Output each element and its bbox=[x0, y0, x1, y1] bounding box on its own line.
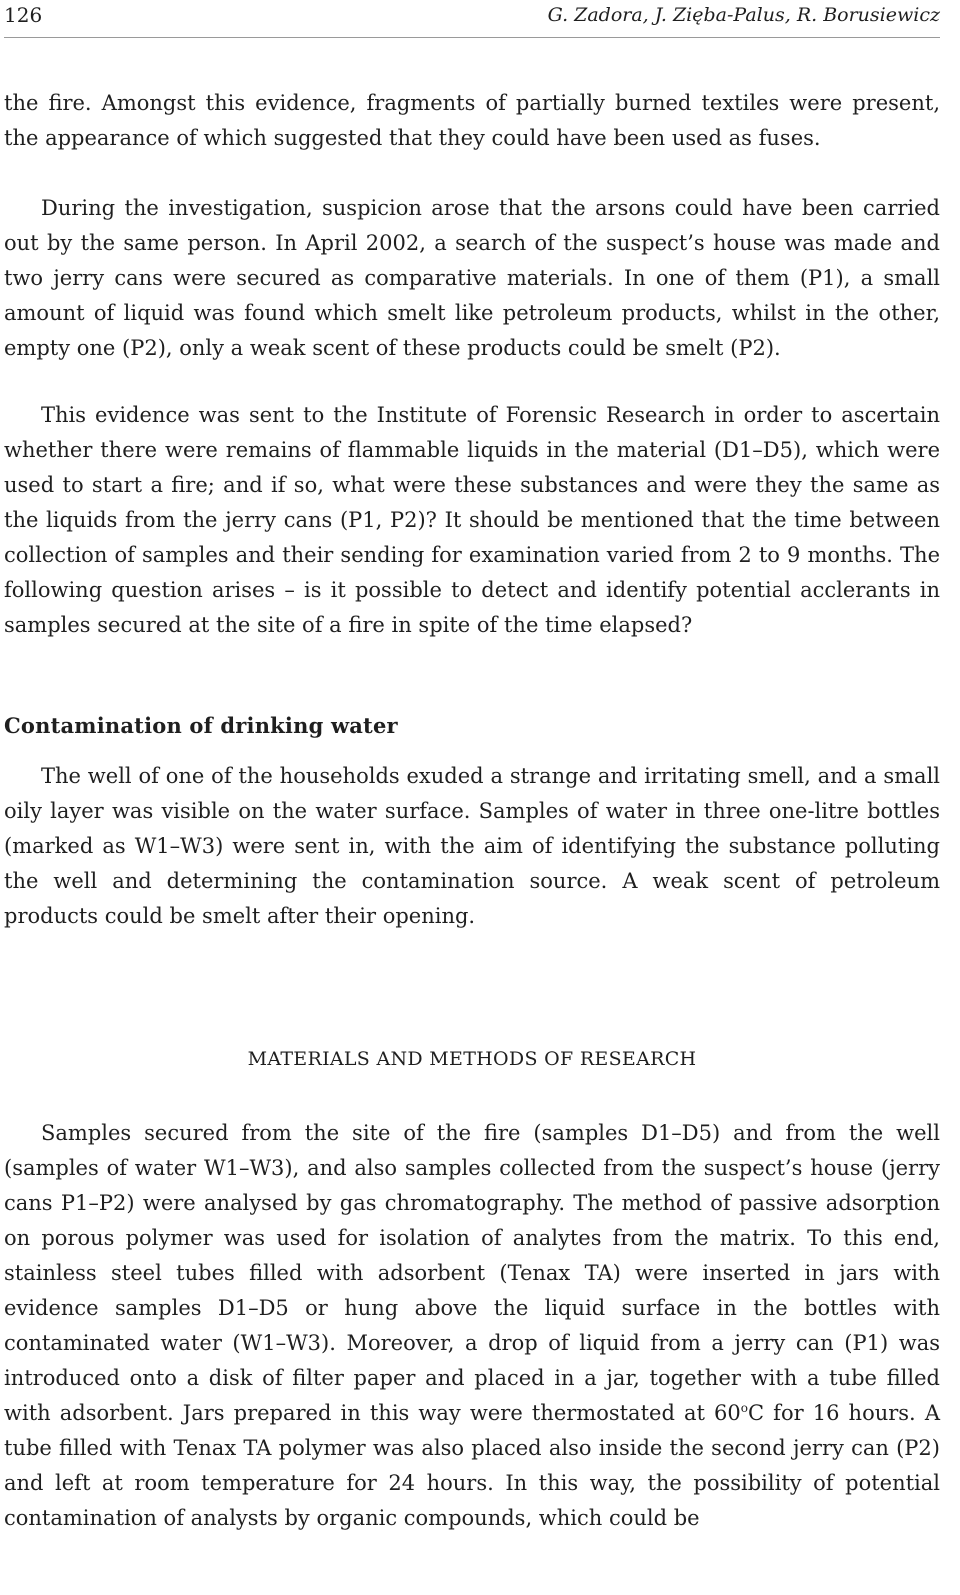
running-header-authors: G. Zadora, J. Zięba-Palus, R. Borusiewicz bbox=[547, 4, 940, 26]
paragraph-samples-text-b: C for 16 hours. A tube filled with Tenax TA polymer was also placed also inside the second jerry can (P2) and left at room temperature for 24 hours. In this way, the possibility of potential contamination of analysts by organic compounds, which could be bbox=[4, 1401, 940, 1530]
paragraph-samples-text-a: Samples secured from the site of the fire (samples D1–D5) and from the well (samples of water W1–W3), and also samples collected from the suspect’s house (jerry cans P1–P2) were analysed by gas chromatography. The method of passive adsorption on porous polymer was used for isolation of analytes from the matrix. To this end, stainless steel tubes filled with adsorbent (Tenax TA) were inserted in jars with evidence samples D1–D5 or hung above the liquid surface in the bottles with contaminated water (W1–W3). Moreover, a drop of liquid from a jerry can (P1) was introduced onto a disk of filter paper and placed in a jar, together with a tube filled with adsorbent. Jars prepared in this way were thermostated at 60 bbox=[4, 1121, 940, 1425]
degree-superscript: o bbox=[740, 1401, 748, 1415]
section-title-materials-methods: MATERIALS AND METHODS OF RESEARCH bbox=[247, 1048, 697, 1070]
paragraph-fire-evidence: the fire. Amongst this evidence, fragments of partially burned textiles were present, the appearance of which suggested that they could have been used as fuses. bbox=[4, 91, 940, 150]
paragraph-samples bbox=[4, 1116, 940, 1536]
subheading-contamination: Contamination of drinking water bbox=[4, 713, 398, 738]
header-divider bbox=[4, 37, 940, 38]
page-number: 126 bbox=[4, 3, 43, 27]
running-header bbox=[4, 2, 940, 28]
paragraph-investigation: During the investigation, suspicion arose that the arsons could have been carried out by the same person. In April 2002, a search of the suspect’s house was made and two jerry cans were secured as comparative materials. In one of them (P1), a small amount of liquid was found which smelt like petroleum products, whilst in the other, empty one (P2), only a weak scent of these products could be smelt (P2). bbox=[4, 196, 940, 360]
paragraph-well: The well of one of the households exuded a strange and irritating smell, and a small oily layer was visible on the water surface. Samples of water in three one-litre bottles (marked as W1–W3) were sent in, with the aim of identifying the substance polluting the well and determining the contamination source. A weak scent of petroleum products could be smelt after their opening. bbox=[4, 764, 940, 928]
paragraph-institute: This evidence was sent to the Institute of Forensic Research in order to ascertain whether there were remains of flammable liquids in the material (D1–D5), which were used to start a fire; and if so, what were these substances and were they the same as the liquids from the jerry cans (P1, P2)? It should be mentioned that the time between collection of samples and their sending for examination varied from 2 to 9 months. The following question arises – is it possible to detect and identify potential acclerants in samples secured at the site of a fire in spite of the time elapsed? bbox=[4, 403, 940, 637]
